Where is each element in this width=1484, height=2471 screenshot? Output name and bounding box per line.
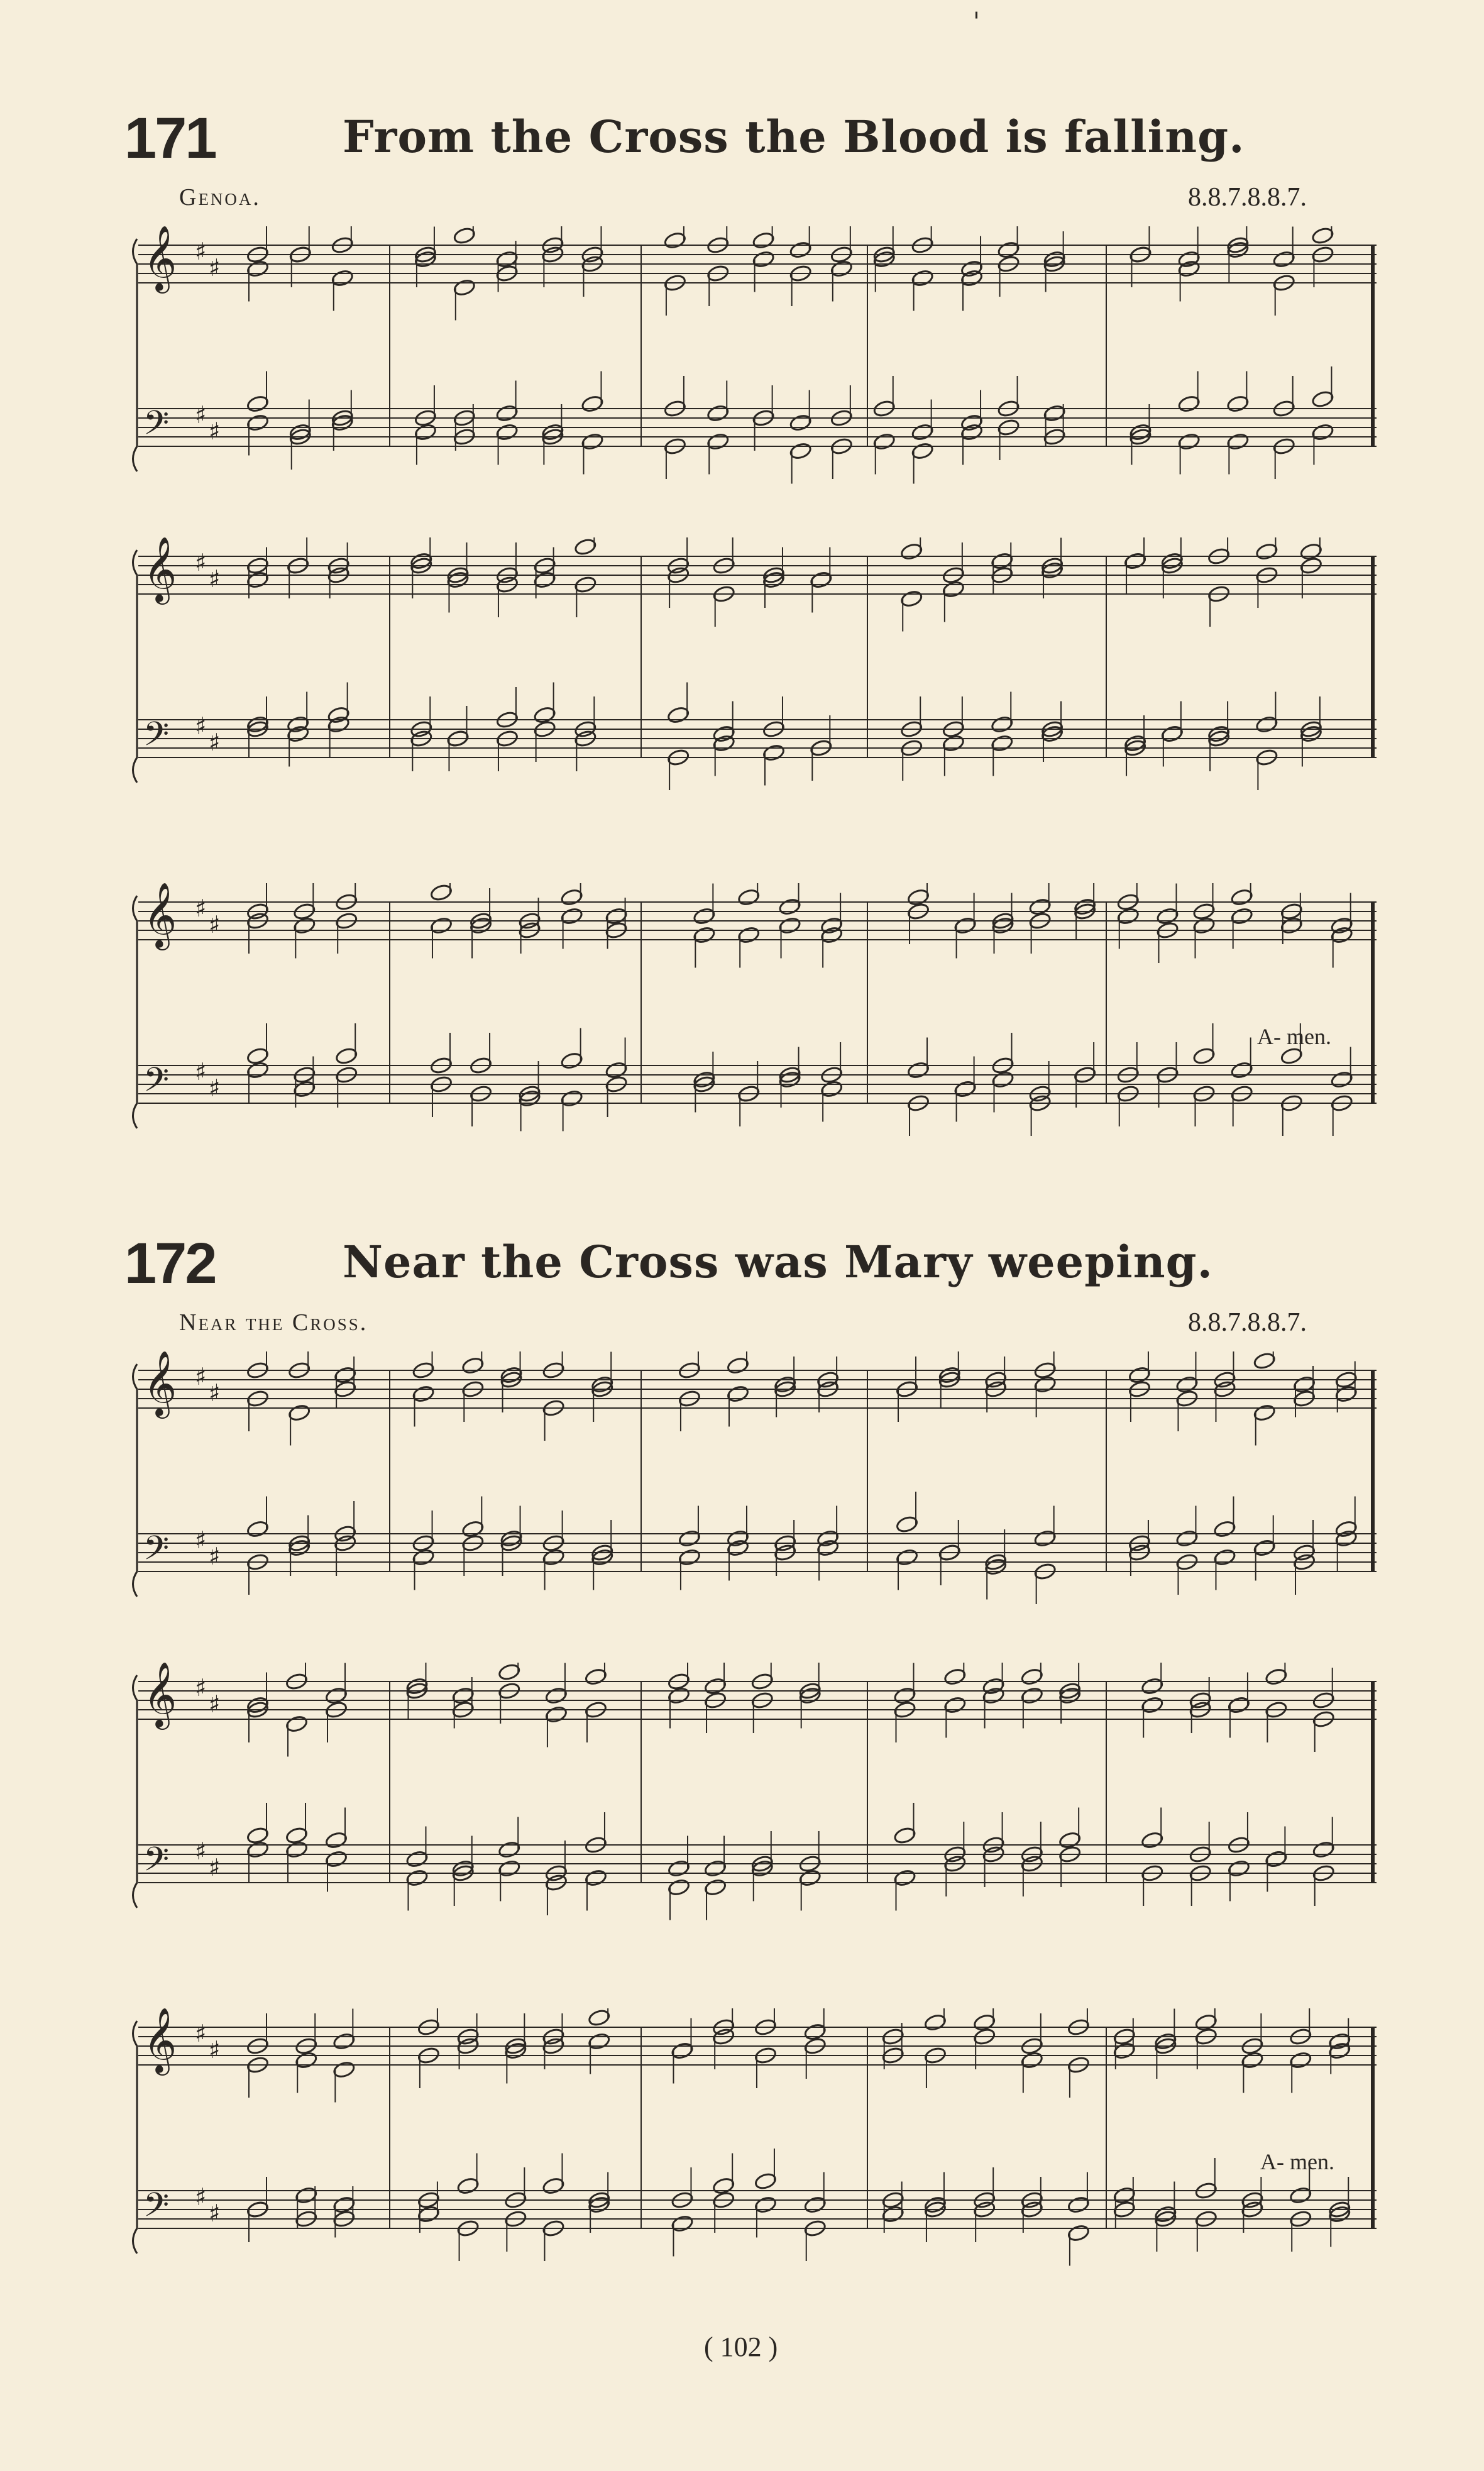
note-head <box>1312 1841 1335 1859</box>
key-sharp: ♯ <box>209 1690 221 1718</box>
note-head <box>704 1677 727 1696</box>
note-head <box>581 432 604 451</box>
note-head <box>495 423 519 442</box>
note-head <box>803 2023 827 2042</box>
key-sharp: ♯ <box>209 1543 221 1570</box>
note-head <box>943 1668 967 1687</box>
note-head <box>325 1850 348 1869</box>
note-head <box>872 432 896 451</box>
note-head <box>456 2177 480 2196</box>
note-head <box>1226 432 1250 451</box>
note-head <box>1177 432 1201 451</box>
amen-label: A- men. <box>1257 1024 1331 1049</box>
bass-clef: 𝄢 <box>143 1841 170 1887</box>
key-sharp: ♯ <box>209 1379 221 1407</box>
note-head <box>778 898 801 916</box>
note-head <box>542 2177 565 2196</box>
note-head <box>246 1826 270 1845</box>
note-head <box>704 1859 727 1878</box>
note-head <box>461 1520 485 1539</box>
note-head <box>288 1404 311 1423</box>
note-head <box>712 2177 735 2196</box>
hymn-171-header <box>0 106 1484 181</box>
note-head <box>954 916 977 935</box>
note-head <box>1265 1850 1288 1869</box>
key-sharp: ♯ <box>195 712 207 740</box>
note-head <box>991 552 1014 571</box>
score-171-system-3 <box>126 883 1377 1160</box>
note-head <box>495 250 519 269</box>
system-brace <box>133 239 138 471</box>
bass-clef: 𝄢 <box>143 1529 170 1576</box>
note-head <box>900 542 923 561</box>
note-head <box>246 1520 270 1539</box>
note-head <box>285 1841 309 1859</box>
note-head <box>1067 2196 1090 2215</box>
note-head <box>789 414 812 432</box>
note-head <box>574 537 597 556</box>
note-head <box>1128 1366 1151 1385</box>
key-sharp: ♯ <box>209 2199 221 2227</box>
key-sharp: ♯ <box>209 565 221 593</box>
note-head <box>1253 1404 1276 1423</box>
page-number: ( 102 ) <box>704 2331 778 2362</box>
note-head <box>246 1841 270 1859</box>
note-head <box>246 414 270 432</box>
note-head <box>942 580 965 599</box>
note-head <box>911 423 934 442</box>
system-brace <box>133 896 138 1128</box>
note-head <box>1299 542 1322 561</box>
note-head <box>752 250 775 269</box>
note-head <box>1020 1668 1043 1687</box>
key-sharp: ♯ <box>195 1058 207 1086</box>
note-head <box>1141 1677 1164 1696</box>
note-head <box>1043 404 1066 423</box>
note-head <box>942 734 965 753</box>
note-head <box>1033 1375 1057 1394</box>
score-171-system-1 <box>126 226 1377 503</box>
note-head <box>881 2205 904 2224</box>
note-head <box>668 1859 691 1878</box>
hymn-title: Near the Cross was Mary weeping. <box>343 1236 1213 1288</box>
note-head <box>706 404 730 423</box>
note-head <box>246 260 270 278</box>
note-head <box>293 1080 316 1099</box>
note-head <box>997 241 1020 260</box>
note-head <box>1230 1061 1253 1080</box>
note-head <box>893 1826 916 1845</box>
note-head <box>1213 1548 1236 1567</box>
note-head <box>727 1385 750 1404</box>
note-head <box>1113 2186 1136 2205</box>
note-head <box>1116 907 1140 926</box>
bass-clef: 𝄢 <box>143 715 170 762</box>
note-head <box>1141 1696 1164 1715</box>
note-head <box>1194 2013 1217 2032</box>
note-head <box>973 2013 996 2032</box>
note-head <box>605 1061 628 1080</box>
system-brace <box>133 2021 138 2254</box>
note-head <box>1280 916 1303 935</box>
treble-clef: 𝄞 <box>143 537 177 602</box>
note-head <box>911 269 934 288</box>
note-head <box>585 1869 608 1888</box>
note-head <box>405 1869 429 1888</box>
note-head <box>1330 1070 1353 1089</box>
note-head <box>544 1687 568 1705</box>
key-sharp: ♯ <box>195 1363 207 1390</box>
note-head <box>911 442 934 461</box>
note-head <box>754 2196 777 2215</box>
note-head <box>706 432 730 451</box>
note-head <box>943 1696 967 1715</box>
treble-clef: 𝄞 <box>143 1663 177 1727</box>
key-sharp: ♯ <box>209 1074 221 1102</box>
note-head <box>285 1715 309 1734</box>
key-sharp: ♯ <box>195 549 207 576</box>
note-head <box>331 269 354 288</box>
note-head <box>333 2196 356 2215</box>
note-head <box>893 1869 916 1888</box>
treble-clef: 𝄞 <box>143 226 177 291</box>
note-head <box>1334 1385 1358 1404</box>
note-head <box>293 916 316 935</box>
note-head <box>414 423 437 442</box>
note-head <box>495 404 519 423</box>
note-head <box>533 571 556 590</box>
note-head <box>1141 1831 1164 1850</box>
note-head <box>663 231 686 250</box>
bass-clef: 𝄢 <box>143 1061 170 1108</box>
note-head <box>810 571 833 590</box>
note-head <box>246 395 270 414</box>
key-sharp: ♯ <box>209 729 221 756</box>
key-sharp: ♯ <box>209 1854 221 1881</box>
note-head <box>430 883 453 902</box>
hymn-title: From the Cross the Blood is falling. <box>343 111 1245 163</box>
note-head <box>1311 390 1334 409</box>
score-172-system-1 <box>126 1351 1377 1628</box>
key-sharp: ♯ <box>195 2183 207 2211</box>
key-sharp: ♯ <box>209 911 221 938</box>
note-head <box>1230 888 1253 907</box>
note-head <box>1255 715 1278 734</box>
note-head <box>1020 1687 1043 1705</box>
note-head <box>453 226 476 245</box>
note-head <box>907 1061 930 1080</box>
note-head <box>1033 1529 1057 1548</box>
note-head <box>896 1515 919 1534</box>
note-head <box>991 734 1014 753</box>
note-head <box>544 1705 568 1724</box>
note-head <box>704 1878 727 1897</box>
note-head <box>923 2013 947 2032</box>
key-sharp: ♯ <box>209 2036 221 2064</box>
note-head <box>778 916 801 935</box>
note-head <box>907 888 930 907</box>
note-head <box>798 1869 822 1888</box>
note-head <box>1293 1375 1316 1394</box>
note-head <box>954 1080 977 1099</box>
note-head <box>1227 1859 1250 1878</box>
note-head <box>581 395 604 414</box>
stray-mark: ' <box>973 8 980 36</box>
note-head <box>1226 395 1250 414</box>
note-head <box>754 2172 777 2191</box>
note-head <box>893 1687 916 1705</box>
note-head <box>752 231 775 250</box>
note-head <box>737 926 761 945</box>
note-head <box>671 2042 694 2061</box>
note-head <box>246 1047 270 1065</box>
treble-clef: 𝄞 <box>143 1351 177 1416</box>
note-head <box>1289 2186 1312 2205</box>
note-head <box>588 2032 611 2051</box>
note-head <box>1253 1539 1276 1558</box>
note-head <box>1058 1831 1082 1850</box>
amen-label: A- men. <box>1260 2149 1334 2174</box>
score-171-system-2 <box>126 537 1377 814</box>
note-head <box>405 1850 429 1869</box>
system-brace <box>133 550 138 783</box>
note-head <box>295 2051 318 2070</box>
bass-clef: 𝄢 <box>143 2186 170 2233</box>
treble-clef: 𝄞 <box>143 2008 177 2073</box>
hymn-number: 171 <box>124 106 216 170</box>
hymn-number: 172 <box>124 1231 216 1296</box>
note-head <box>830 260 853 278</box>
note-head <box>453 278 476 297</box>
note-head <box>451 1687 475 1705</box>
note-head <box>1253 1351 1276 1370</box>
note-head <box>246 1061 270 1080</box>
note-head <box>1160 725 1184 744</box>
note-head <box>498 1859 521 1878</box>
note-head <box>325 1831 348 1850</box>
note-head <box>285 1826 309 1845</box>
note-head <box>295 2186 318 2205</box>
note-head <box>412 1548 435 1567</box>
note-head <box>900 590 923 608</box>
note-head <box>693 926 716 945</box>
key-sharp: ♯ <box>209 417 221 445</box>
note-head <box>461 1357 485 1375</box>
key-sharp: ♯ <box>195 1526 207 1554</box>
note-head <box>667 706 690 725</box>
note-head <box>333 2032 356 2051</box>
note-head <box>1227 1696 1250 1715</box>
note-head <box>1067 2224 1090 2243</box>
key-sharp: ♯ <box>195 238 207 265</box>
note-head <box>333 2061 356 2079</box>
note-head <box>560 1052 583 1070</box>
note-head <box>727 1357 750 1375</box>
score-172-system-3 <box>126 2008 1377 2285</box>
note-head <box>560 907 583 926</box>
note-head <box>335 1047 358 1065</box>
note-head <box>896 1548 919 1567</box>
note-head <box>1175 1375 1199 1394</box>
note-head <box>1213 1520 1236 1539</box>
note-head <box>668 1878 691 1897</box>
note-head <box>1113 2042 1136 2061</box>
note-head <box>334 1366 357 1385</box>
note-head <box>1255 542 1278 561</box>
note-head <box>737 888 761 907</box>
tune-name: Genoa. <box>179 184 261 211</box>
note-head <box>246 571 270 590</box>
key-sharp: ♯ <box>209 254 221 282</box>
note-head <box>1241 2051 1264 2070</box>
note-head <box>1192 1047 1216 1065</box>
note-head <box>1192 916 1216 935</box>
note-head <box>1311 226 1334 245</box>
note-head <box>671 2215 694 2233</box>
note-head <box>1028 898 1052 916</box>
hymn-172-header <box>0 1231 1484 1306</box>
note-head <box>678 1548 701 1567</box>
note-head <box>789 241 812 260</box>
tune-name: Near the Cross. <box>179 1309 368 1336</box>
treble-clef: 𝄞 <box>143 883 177 948</box>
note-head <box>417 2205 440 2224</box>
note-head <box>560 1089 583 1108</box>
note-head <box>498 1841 521 1859</box>
note-head <box>585 1668 608 1687</box>
note-head <box>1156 907 1179 926</box>
note-head <box>678 1529 701 1548</box>
note-head <box>412 1385 435 1404</box>
note-head <box>803 2196 827 2215</box>
note-head <box>1175 1529 1199 1548</box>
system-brace <box>133 1675 138 1908</box>
key-sharp: ♯ <box>195 401 207 429</box>
note-head <box>430 916 453 935</box>
note-head <box>498 1663 521 1681</box>
note-head <box>789 442 812 461</box>
meter: 8.8.7.8.8.7. <box>1188 1308 1307 1337</box>
key-sharp: ♯ <box>195 2020 207 2047</box>
note-head <box>1177 395 1201 414</box>
note-head <box>1124 552 1147 571</box>
note-head <box>762 744 786 762</box>
note-head <box>1230 907 1253 926</box>
note-head <box>605 907 628 926</box>
score-172-system-2 <box>126 1663 1377 1939</box>
key-sharp: ♯ <box>195 894 207 922</box>
key-sharp: ♯ <box>195 1674 207 1702</box>
note-head <box>668 1687 691 1705</box>
note-head <box>991 1070 1014 1089</box>
note-head <box>1272 250 1295 269</box>
note-head <box>542 1548 565 1567</box>
note-head <box>533 706 556 725</box>
meter: 8.8.7.8.8.7. <box>1188 183 1307 212</box>
system-brace <box>133 1364 138 1597</box>
note-head <box>588 2008 611 2027</box>
note-head <box>820 1080 844 1099</box>
key-sharp: ♯ <box>195 1837 207 1865</box>
note-head <box>560 888 583 907</box>
note-head <box>1020 2051 1043 2070</box>
note-head <box>693 907 716 926</box>
note-head <box>991 715 1014 734</box>
note-head <box>1265 1668 1288 1687</box>
note-head <box>1311 423 1334 442</box>
bass-clef: 𝄢 <box>143 404 170 451</box>
note-head <box>325 1687 348 1705</box>
note-head <box>1289 2051 1312 2070</box>
